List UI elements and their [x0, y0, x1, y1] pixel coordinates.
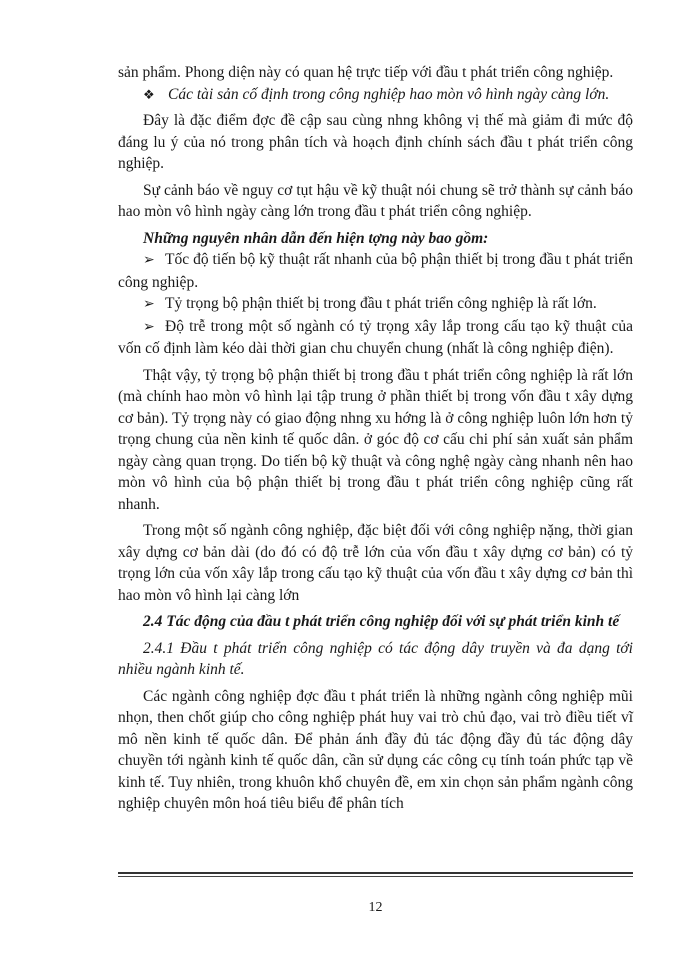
arrow-bullet-icon: ➢ — [143, 319, 155, 335]
arrow-bullet-icon: ➢ — [143, 297, 155, 312]
diamond-bullet-icon: ❖ — [143, 86, 155, 102]
arrow-bullet-item-2 — [118, 293, 633, 316]
paragraph-equipment-share: Thật vậy, tỷ trọng bộ phận thiết bị trong đầu t phát triển công nghiệp là rất lớn (mà chính hao mòn vô hình lại tập trung ở phần thiết bị trong vốn đầu t xây dựng cơ bản). Tỷ trọng này có giao động nhng xu hớng là ở công nghiệp luôn lớn hơn tỷ trọng chung của nền kinh tế quốc dân. ở góc độ cơ cấu chi phí sản xuất sản phẩm ngày càng quan trọng. Do tiến bộ kỹ thuật và công nghệ ngày càng nhanh nên hao mòn vô hình của bộ phận thiết bị trong đầu t phát triển công nghiệp cũng rất nhanh. — [118, 366, 633, 513]
paragraph-heavy-industry: Trong một số ngành công nghiệp, đặc biệt đối với công nghiệp nặng, thời gian xây dựng cơ bản dài (do đó có độ trễ lớn của vốn đầu t xây dựng cơ bản) có tỷ trọng lớn của vốn xây lắp trong cấu tạo kỹ thuật của vốn đầu t xây dựng cơ bản thì hao mòn vô hình lại càng lớn — [118, 522, 633, 604]
section-heading-2-4-1: 2.4.1 Đầu t phát triển công nghiệp có tác động dây truyền và đa dạng tới nhiều ngành kinh tế. — [118, 639, 633, 678]
footer-rule-line — [118, 872, 633, 874]
causes-heading: Những nguyên nhân dẫn đến hiện tợng này bao gồm: — [143, 229, 489, 247]
arrow-bullet-icon: ➢ — [143, 253, 155, 268]
arrow-bullet-text-1: Tốc độ tiến bộ kỹ thuật rất nhanh của bộ phận thiết bị trong đầu t phát triển công nghiệp. — [118, 251, 633, 291]
paragraph-chain-effect: Các ngành công nghiệp đợc đầu t phát triển là những ngành công nghiệp mũi nhọn, then chốt giúp cho công nghiệp phát huy vai trò chủ đạo, vai trò điều tiết vĩ mô nền kinh tế quốc dân. Để phản ánh đầy đủ tác động đầy đủ tác động dây chuyền tới ngành kinh tế quốc dân, cần sử dụng các công cụ tính toán phức tạp về kinh tế. Tuy nhiên, trong khuôn khổ chuyên đề, em xin chọn sản phẩm ngành công nghiệp chuyên môn hoá tiêu biểu để phân tích — [118, 687, 633, 812]
footer-rule-line — [118, 876, 633, 877]
arrow-bullet-text-2: Tỷ trọng bộ phận thiết bị trong đầu t phát triển công nghiệp là rất lớn. — [165, 295, 597, 312]
diamond-bullet-text: Các tài sản cố định trong công nghiệp hao mòn vô hình ngày càng lớn. — [168, 85, 610, 103]
arrow-bullet-item-1 — [118, 249, 633, 293]
arrow-bullet-text-3: Độ trễ trong một số ngành có tỷ trọng xây lắp trong cấu tạo kỹ thuật của vốn cố định làm kéo dài thời gian chu chuyển chung (nhất là công nghiệp điện). — [118, 317, 633, 357]
section-heading-2-4: 2.4 Tác động của đầu t phát triển công nghiệp đối với sự phát triển kinh tế — [143, 613, 620, 630]
paragraph-intro: sản phẩm. Phong diện này có quan hệ trực tiếp với đầu t phát triển công nghiệp. — [118, 64, 614, 81]
page-number: 12 — [368, 900, 383, 915]
paragraph-feature: Đây là đặc điểm đợc đề cập sau cùng nhng không vị thế mà giảm đi mức độ đáng lu ý của nó trong phân tích và hoạch định chính sách đầu t phát triển công nghiệp. — [118, 112, 633, 172]
footer-rule — [118, 872, 633, 879]
paragraph-warning: Sự cảnh báo về nguy cơ tụt hậu về kỹ thuật nói chung sẽ trở thành sự cảnh báo hao mòn vô hình ngày càng lớn trong đầu t phát triển công nghiệp. — [118, 181, 633, 220]
document-page — [118, 62, 633, 957]
arrow-bullet-item-3 — [118, 316, 633, 360]
diamond-bullet-item — [118, 84, 633, 106]
